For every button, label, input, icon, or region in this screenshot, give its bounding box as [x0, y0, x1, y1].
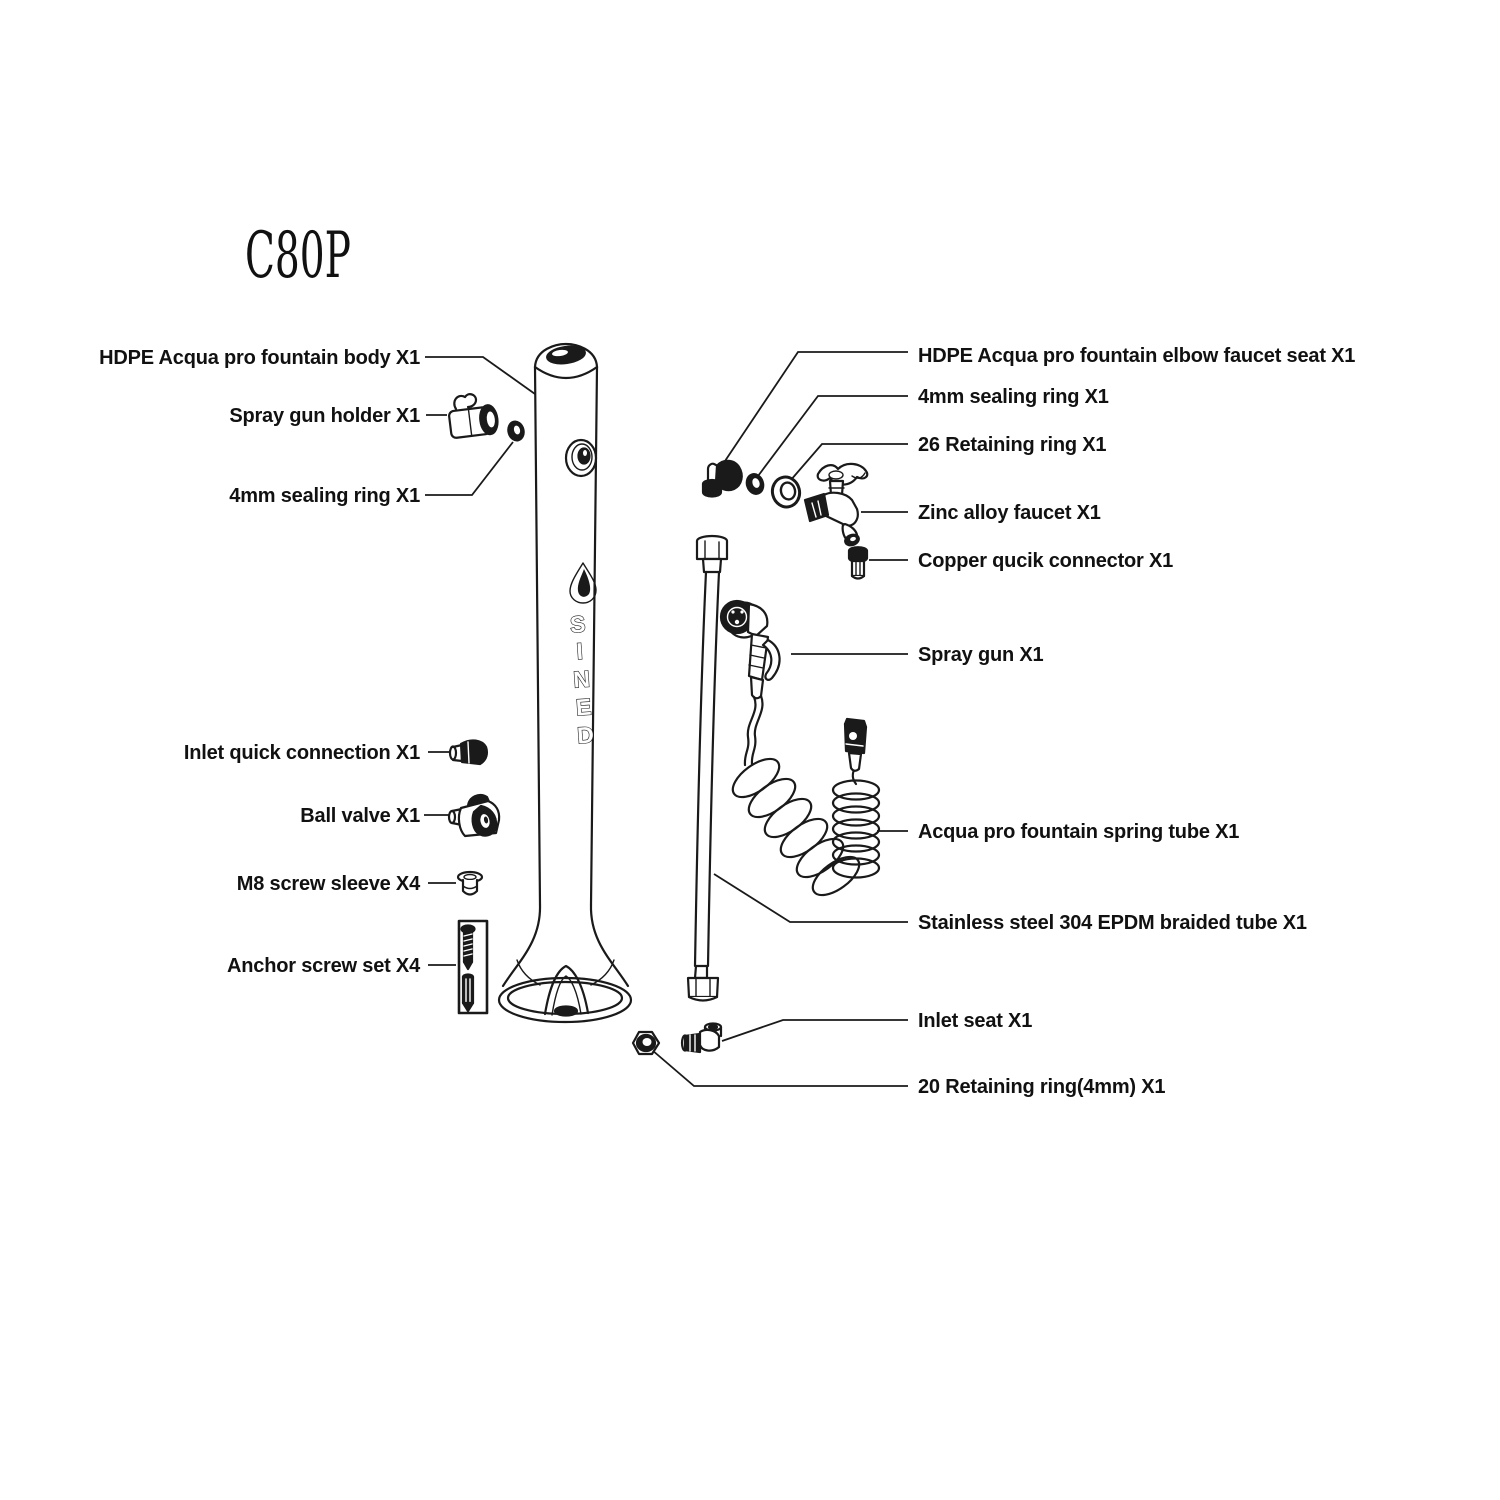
sealing-ring-4mm-left-drawing: [506, 420, 525, 442]
label-sealing-ring-4mm-left: 4mm sealing ring X1: [229, 485, 420, 507]
leader-inlet-seat: [722, 1020, 908, 1041]
spring-tube-drawing: [727, 719, 879, 902]
zinc-alloy-faucet-drawing: [805, 464, 867, 547]
label-ball-valve: Ball valve X1: [300, 805, 420, 827]
label-inlet-quick-connection: Inlet quick connection X1: [183, 742, 420, 764]
spray-gun-drawing: [721, 601, 780, 765]
brand-letter-i: I: [575, 637, 584, 665]
brand-letter-d: D: [576, 721, 595, 749]
sealing-ring-4mm-right-drawing: [744, 472, 765, 496]
page-title: C80P: [245, 219, 351, 293]
ball-valve-drawing: [449, 795, 499, 836]
leader-sealing-ring-4mm-left: [425, 442, 513, 495]
label-copper-quick-connector: Copper qucik connector X1: [918, 550, 1174, 572]
label-elbow-faucet-seat: HDPE Acqua pro fountain elbow faucet seat X1: [918, 345, 1356, 367]
brand-letter-n: N: [572, 665, 591, 693]
label-spring-tube: Acqua pro fountain spring tube X1: [918, 821, 1240, 843]
label-fountain-body: HDPE Acqua pro fountain body X1: [99, 347, 420, 369]
brand-letter-e: E: [574, 693, 593, 721]
label-spray-gun-holder: Spray gun holder X1: [229, 405, 420, 427]
fountain-body-drawing: [499, 344, 631, 1022]
label-anchor-screw-set: Anchor screw set X4: [227, 955, 420, 977]
braided-tube-drawing: [688, 536, 727, 1001]
spray-gun-holder-drawing: [448, 394, 499, 439]
label-retaining-ring-26: 26 Retaining ring X1: [918, 434, 1107, 456]
brand-letter-s: S: [569, 610, 587, 638]
label-retaining-ring-20: 20 Retaining ring(4mm) X1: [918, 1076, 1166, 1098]
inlet-seat-drawing: [682, 1024, 721, 1053]
sined-logo: [569, 563, 596, 748]
leader-braided-tube: [714, 874, 908, 922]
label-zinc-alloy-faucet: Zinc alloy faucet X1: [918, 502, 1101, 524]
label-braided-tube: Stainless steel 304 EPDM braided tube X1: [918, 912, 1307, 934]
label-m8-screw-sleeve: M8 screw sleeve X4: [236, 873, 420, 895]
leader-fountain-body: [425, 357, 535, 394]
label-sealing-ring-4mm-right: 4mm sealing ring X1: [918, 386, 1109, 408]
m8-screw-sleeve-drawing: [458, 872, 482, 895]
copper-quick-connector-drawing: [849, 547, 867, 578]
retaining-ring-20-drawing: [633, 1032, 659, 1054]
elbow-faucet-seat-drawing: [703, 461, 742, 497]
anchor-screw-set-drawing: [459, 921, 487, 1013]
leader-sealing-ring-4mm-right: [758, 396, 908, 476]
leader-lines: [424, 352, 908, 1086]
inlet-quick-connection-drawing: [450, 740, 487, 764]
leader-retaining-ring-20: [652, 1050, 908, 1086]
label-spray-gun: Spray gun X1: [918, 644, 1044, 666]
retaining-ring-26-drawing: [769, 474, 802, 510]
label-inlet-seat: Inlet seat X1: [918, 1010, 1033, 1032]
